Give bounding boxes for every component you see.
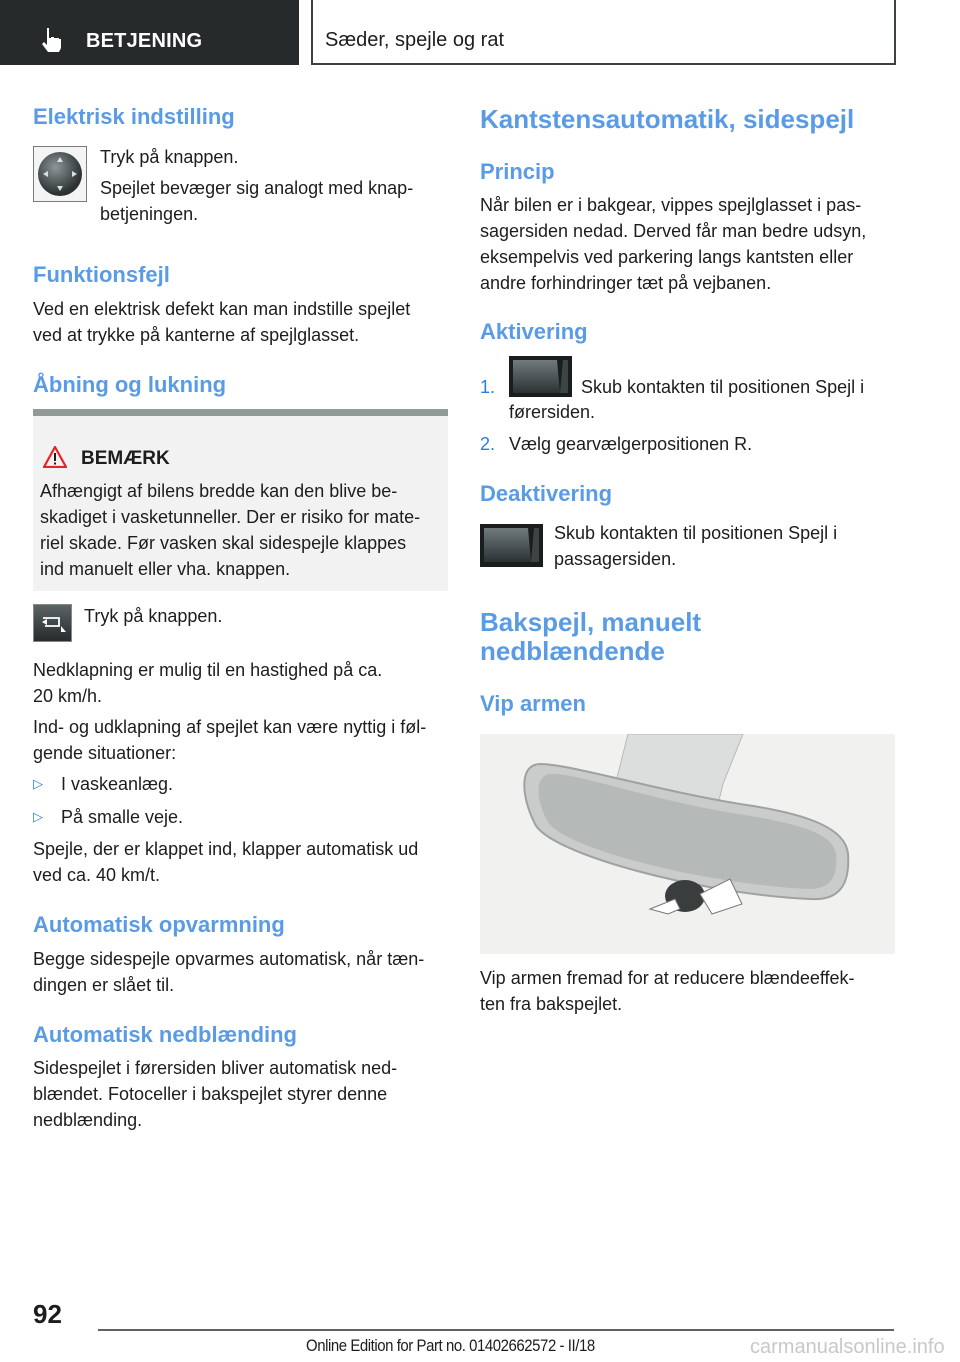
auto-unfold-line1: Spejle, der er klappet ind, klapper automatisk ud xyxy=(33,839,419,859)
principle-line: eksempelvis ved parkering langs kantsten eller xyxy=(480,247,854,267)
footer-divider xyxy=(98,1329,894,1331)
chapter-header xyxy=(311,0,896,65)
step1-line2: førersiden. xyxy=(509,402,596,422)
auto-unfold-line2: ved ca. 40 km/t. xyxy=(33,865,161,885)
note-line: riel skade. Før vasken skal sidespejle klappes xyxy=(40,533,407,553)
note-line: Afhængigt af bilens bredde kan den blive be- xyxy=(40,481,398,501)
list-item xyxy=(33,804,433,830)
bullet-triangle-icon: ▷ xyxy=(33,776,43,791)
mirror-switch-icon xyxy=(509,356,572,397)
bullet-text: På smalle veje. xyxy=(61,807,184,827)
list-item xyxy=(33,771,433,797)
principle-line: andre forhindringer tæt på vejbanen. xyxy=(480,273,772,293)
note-body xyxy=(40,478,445,582)
note-line: ind manuelt eller vha. knappen. xyxy=(40,559,291,579)
page-number: 92 xyxy=(33,1299,62,1329)
heating-line1: Begge sidespejle opvarmes automatisk, når tæn- xyxy=(33,949,425,969)
rearview-mirror-lever-illustration xyxy=(480,734,895,954)
heading-activation: Aktivering xyxy=(480,319,588,344)
heading-fault: Funktionsfejl xyxy=(33,262,170,287)
step1-line1: Skub kontakten til positionen Spejl i xyxy=(581,377,865,397)
fault-line2: ved at trykke på kanterne af spejlglasset. xyxy=(33,325,360,345)
rearview-line2: ten fra bakspejlet. xyxy=(480,994,623,1014)
heading-curb: Kantstensautomatik, sidespejl xyxy=(480,104,855,134)
principle-line: Når bilen er i bakgear, vippes spejlglasset i pas- xyxy=(480,195,862,215)
step2-line: Vælg gearvælgerpositionen R. xyxy=(509,434,753,454)
electric-line2b: betjeningen. xyxy=(100,204,199,224)
situations-line2: gende situationer: xyxy=(33,743,177,763)
bullet-text: I vaskeanlæg. xyxy=(61,774,174,794)
fold-speed-line1: Nedklapning er mulig til en hastighed på ca. xyxy=(33,660,383,680)
deact-line2: passagersiden. xyxy=(554,549,677,569)
mirror-adjust-joystick-icon xyxy=(33,146,87,202)
heading-rearview-line1: Bakspejl, manuelt xyxy=(480,607,702,637)
electric-line1: Tryk på knappen. xyxy=(100,147,239,167)
warning-triangle-icon xyxy=(43,446,67,468)
step-number: 2. xyxy=(480,434,496,454)
dimming-line1: Sidespejlet i førersiden bliver automatisk ned- xyxy=(33,1058,398,1078)
mirror-switch-icon xyxy=(480,524,543,567)
watermark: carmanualsonline.info xyxy=(750,1336,945,1358)
section-label: BETJENING xyxy=(86,30,203,52)
bullet-triangle-icon: ▷ xyxy=(33,809,43,824)
warning-note xyxy=(33,409,448,591)
deact-line1: Skub kontakten til positionen Spejl i xyxy=(554,523,838,543)
heading-heating: Automatisk opvarmning xyxy=(33,912,285,937)
heating-line2: dingen er slået til. xyxy=(33,975,175,995)
fault-line1: Ved en elektrisk defekt kan man indstille spejlet xyxy=(33,299,411,319)
rearview-line1: Vip armen fremad for at reducere blændeeffek- xyxy=(480,968,855,988)
heading-dimming: Automatisk nedblænding xyxy=(33,1022,297,1047)
dimming-line2: blændet. Fotoceller i bakspejlet styrer denne xyxy=(33,1084,388,1104)
fold-text: Tryk på knappen. xyxy=(84,606,223,626)
dimming-line3: nedblænding. xyxy=(33,1110,143,1130)
note-line: skadiget i vasketunneller. Der er risiko for mate- xyxy=(40,507,421,527)
section-tab xyxy=(0,0,299,65)
situations-line1: Ind- og udklapning af spejlet kan være nyttig i føl- xyxy=(33,717,427,737)
chapter-title: Sæder, spejle og rat xyxy=(325,29,504,51)
hand-pointer-icon xyxy=(40,27,64,53)
heading-principle: Princip xyxy=(480,159,555,184)
heading-rearview-line2: nedblændende xyxy=(480,636,665,666)
step-number: 1. xyxy=(480,377,496,397)
note-title: BEMÆRK xyxy=(81,448,170,469)
edition-text: Online Edition for Part no. 01402662572 - II/18 xyxy=(306,1336,595,1355)
electric-line2a: Spejlet bevæger sig analogt med knap- xyxy=(100,178,414,198)
principle-line: sagersiden nedad. Derved får man bedre udsyn, xyxy=(480,221,867,241)
heading-electric: Elektrisk indstilling xyxy=(33,104,235,129)
mirror-fold-button-icon xyxy=(33,604,72,642)
heading-open-close: Åbning og lukning xyxy=(33,372,227,397)
heading-tilt-lever: Vip armen xyxy=(480,691,586,716)
fold-speed-line2: 20 km/h. xyxy=(33,686,103,706)
heading-deactivation: Deaktivering xyxy=(480,481,613,506)
